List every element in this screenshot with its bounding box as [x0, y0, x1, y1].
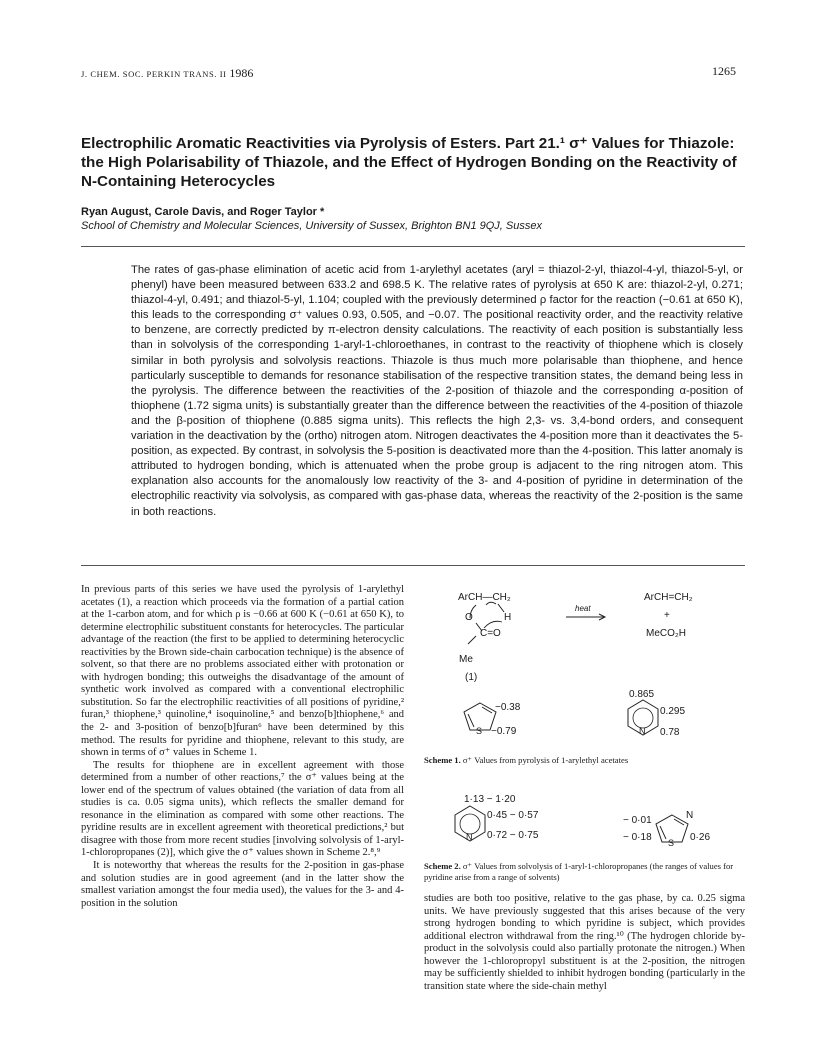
ester-carbonyl: C=O [480, 628, 501, 639]
pyridine-sigma-4-range: 1·13 − 1·20 [464, 794, 516, 805]
ester-top-label: ArCH—CH₂ [458, 592, 511, 603]
paragraph: The results for thiophene are in excellent agreement with those determined from a number of other reactions,⁷ the σ⁺ values being at the lower end of the spectrum of values obtained (the variation of data from all studies is ca. 0.05 sigma units), which reflects the smaller demand for resonance in the elimination as compared with some other reactions. The pyridine results are in excellent agreement with theoretical predictions,² but disagree with those from more recent studies [involving solvolysis of 1-aryl-1-chloropropanes (2)], which give the σ⁺ values shown in Scheme 2.⁸,⁹ [81, 759, 404, 859]
pyridine-sigma-3-range: 0·45 − 0·57 [487, 810, 539, 821]
pyridine-sigma-3: 0.295 [660, 706, 686, 717]
page-number: 1265 [712, 64, 736, 78]
pyridine-sigma-2-range: 0·72 − 0·75 [487, 830, 539, 841]
ester-hydrogen: H [504, 612, 512, 623]
author-list: Ryan August, Carole Davis, and Roger Taylor * [81, 206, 325, 218]
paragraph: In previous parts of this series we have used the pyrolysis of 1-arylethyl acetates (1), a reaction which proceeds via the formation of a partial cation at the 1-carbon atom, and for which ρ is −0.66 at 600 K (−0.61 at 650 K), to determine electrophilic substituent constants for heterocycles. The particular advantage of the reaction (the first to be applied to determining heterocyclic reactivities by the Brown side-chain carbocation technique) is the absence of solvent, so that there are no problems associated either with protonation or with hydrogen bonding; this outweighs the disadvantage of the amount of synthetic work involved as compared with a conventional electrophilic substitution. So far the electrophilic reactivities of all positions of pyridine,² furan,³ thiophene,³ quinoline,⁴ isoquinoline,⁵ and benzo[b]thiophene,⁶ and the 2- and 3-position of benzo[b]furan⁶ have been determined by this method. The results for pyridine and thiophene, relevant to this study, are shown in terms of σ⁺ values in Scheme 1. [81, 584, 404, 759]
pyridine-sigma-2: 0.78 [660, 727, 680, 738]
ester-bond [498, 604, 504, 612]
scheme-2-caption [424, 861, 744, 883]
caption-label: Scheme 2. [424, 861, 461, 871]
article-title: Electrophilic Aromatic Reactivities via Pyrolysis of Esters. Part 21.¹ σ⁺ Values for Thiazole: the High Polarisability of Thiazole, and the Effect of Hydrogen Bonding on the Reactivity of N-Containing Heterocycles [81, 135, 737, 190]
abstract: The rates of gas-phase elimination of acetic acid from 1-arylethyl acetates (aryl = thiazol-2-yl, thiazol-4-yl, thiazol-5-yl, or phenyl) have been measured between 633.2 and 698.5 K. The relative rates of pyrolysis at 650 K are: thiazol-2-yl, 0.271; thiazol-4-yl, 0.491; and thiazol-5-yl, 1.104; coupled with the previously determined ρ factor for the reaction (−0.61 at 650 K), this leads to the corresponding σ⁺ values 0.93, 0.505, and −0.07. The positional reactivity order, and the reactivity relative to benzene, are correctly predicted by π-electron density calculations. The reactivity of each position is substantially less than in solvolysis of the corresponding 1-aryl-1-chloroethanes, in contrast to the reactivity of thiophene which is closely similar in both pyrolysis and solvolysis reactions. Thiazole is thus much more polarisable than thiophene, and hence particularly susceptible to demands for resonance stabilisation of the respective transition states, the demand being less in the pyrolysis. The difference between the reactivities of the 2-position of thiazole and the corresponding α-position of thiophene (1.72 sigma units) is substantially greater than the difference between the reactivities of the 4-position of thiazole and the β-position of thiophene (0.885 sigma units). This reflects the high 2,3- vs. 3,4-bond orders, and consequent variation in the deactivation by the (ortho) nitrogen atom. Nitrogen deactivates the 4-position more than it deactivates the 5-position, as expected. By contrast, in solvolysis the 5-position is deactivated more than the 4-position. This latter anomaly is attributed to hydrogen bonding, which is attenuated when the probe group is adjacent to the ring nitrogen atom. This explanation also accounts for the anomalously low reactivity of the 3- and 4-position of pyridine in determination of the electrophilic reactivity via solvolysis, as compared with gas-phase data, whereas the reactivity of the 2-position is the same in both reactions. [131, 264, 743, 518]
thiazole-sulfur: S [668, 838, 675, 848]
pyridine-nitrogen: N [639, 726, 646, 736]
compound-label: (1) [465, 672, 478, 683]
scheme-1-caption [424, 755, 744, 766]
thiophene-sulfur: S [476, 726, 483, 736]
journal-name: J. CHEM. SOC. PERKIN TRANS. II [81, 69, 227, 79]
thiophene-sigma-3: −0.38 [495, 702, 521, 713]
arrow-label: heat [575, 604, 591, 613]
ester-methyl: Me [459, 654, 473, 665]
pyridine-sigma-4: 0.865 [629, 689, 655, 700]
paragraph: studies are both too positive, relative to the gas phase, by ca. 0.25 sigma units. We have previously suggested that this arises because of the very strong hydrogen bonding to which pyridine is subject, which provides additional electron withdrawal from the ring.¹⁰ (The hydrogen chloride by-product in the solvolysis could also partially protonate the nitrogen.) When however the 1-chloropropyl substituent is at the 2-position, the nitrogen may be sufficiently shielded to inhibit hydrogen bonding (particularly in the transition state where the side-chain methyl [424, 893, 745, 992]
product-plus: + [664, 610, 670, 621]
ester-oxygen: O [465, 612, 473, 623]
caption-label: Scheme 1. [424, 755, 461, 765]
ester-bond [468, 636, 476, 644]
thiophene-sigma-2: −0.79 [491, 726, 517, 737]
curved-arrow [484, 621, 502, 628]
thiazole-nitrogen: N [686, 810, 694, 821]
thiazole-sigma-4: − 0·01 [623, 815, 652, 826]
caption-text: σ⁺ Values from solvolysis of 1-aryl-1-chloropropanes (the ranges of values for pyridine arise from a range of solvents) [424, 861, 734, 882]
paragraph: It is noteworthy that whereas the results for the 2-position in gas-phase and solution studies are in good agreement (and in the latter show the smallest variation amongst the four media used), the values for the 3- and 4-position in the solution [81, 860, 404, 909]
author-affiliation: School of Chemistry and Molecular Sciences, University of Sussex, Brighton BN1 9QJ, Sussex [81, 220, 542, 232]
journal-year: 1986 [229, 66, 254, 80]
caption-text: σ⁺ Values from pyrolysis of 1-arylethyl acetates [462, 755, 629, 765]
thiazole-sigma-5: − 0·18 [623, 832, 652, 843]
pyridine-nitrogen: N [466, 832, 473, 842]
product-alkene: ArCH=CH₂ [644, 592, 693, 603]
product-acid: MeCO₂H [646, 628, 686, 639]
thiazole-sigma-2: 0·26 [690, 832, 711, 843]
